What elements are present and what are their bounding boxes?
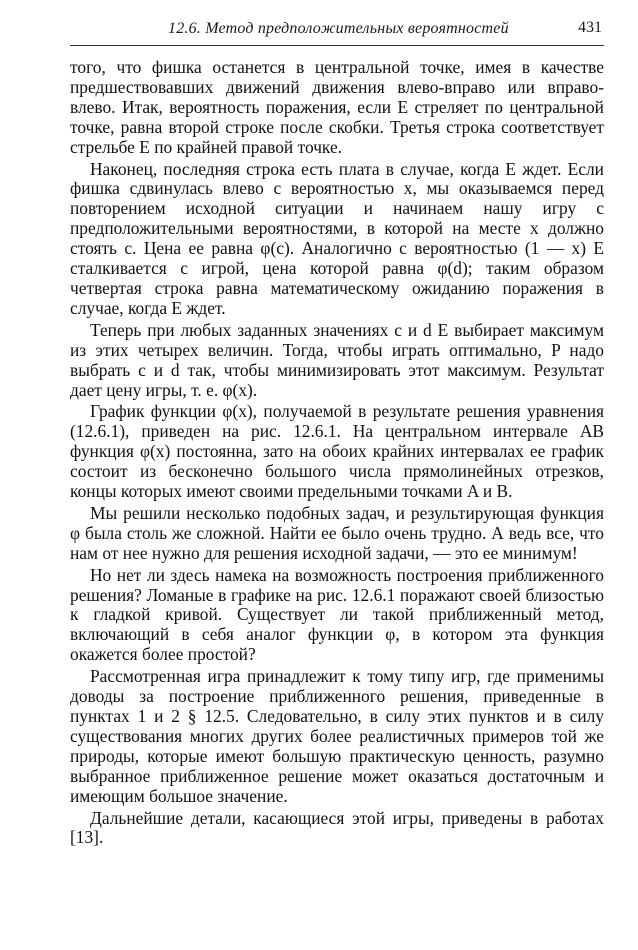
running-head: [70, 16, 604, 38]
page-number: 431: [578, 19, 602, 36]
paragraph-references: Дальнейшие детали, касающиеся этой игры, приведены в работах [13].: [70, 807, 604, 848]
paragraph-maximum: Теперь при любых заданных значениях c и d E выбирает максимум из этих четырех величин. Тогда, чтобы играть оптимально, P надо выбрать c и d так, чтобы минимизировать этот максимум. Результат дает цену игры, т. е. φ(x).: [70, 319, 604, 400]
paragraph-similar-tasks: Мы решили несколько подобных задач, и результирующая функция φ была столь же сложной. Найти ее было очень трудно. А ведь все, что нам от нее нужно для решения исходной задачи, — это ее минимум!: [70, 502, 604, 563]
paragraph-continuation: того, что фишка останется в центральной точке, имея в качестве предшествовавших движений движения влево-вправо или вправо-влево. Итак, вероятность поражения, если E стреляет по центральной точке, равна второй строке после скобки. Третья строка соответствует стрельбе E по крайней правой точке.: [70, 57, 604, 157]
header-rule: [70, 45, 604, 46]
paragraph-wait-case: Наконец, последняя строка есть плата в случае, когда E ждет. Если фишка сдвинулась влево с вероятностью x, мы оказываемся перед повторением исходной ситуации и начинаем нашу игру с предположительными вероятностями, в которой на месте x должно стоять c. Цена ее равна φ(c). Аналогично с вероятностью (1 — x) E сталкивается с игрой, цена которой равна φ(d); таким образом четвертая строка равна математическому ожиданию поражения в случае, когда E ждет.: [70, 158, 604, 318]
paragraph-approximation-question: Но нет ли здесь намека на возможность построения приближенного решения? Ломаные в графике на рис. 12.6.1 поражают своей близостью к гладкой кривой. Существует ли такой приближенный метод, включающий в себя аналог функции φ, в котором эта функция окажется более простой?: [70, 564, 604, 665]
section-title: 12.6. Метод предположительных вероятностей: [168, 20, 509, 37]
body-text: [70, 58, 604, 850]
paragraph-game-type: Рассмотренная игра принадлежит к тому типу игр, где применимы доводы за построение приближенного решения, приведенные в пунктах 1 и 2 § 12.5. Следовательно, в силу этих пунктов и в силу существования многих других более реалистичных примеров той же природы, которые имеют большую практическую ценность, разумно выбранное приближенное решение может оказаться достаточным и имеющим большое значение.: [70, 666, 604, 806]
paragraph-graph: График функции φ(x), получаемой в результате решения уравнения (12.6.1), приведен на рис. 12.6.1. На центральном интервале AB функция φ(x) постоянна, зато на обоих крайних интервалах ее график состоит из бесконечно большого числа прямолинейных отрезков, концы которых имеют своими предельными точками A и B.: [70, 401, 604, 502]
